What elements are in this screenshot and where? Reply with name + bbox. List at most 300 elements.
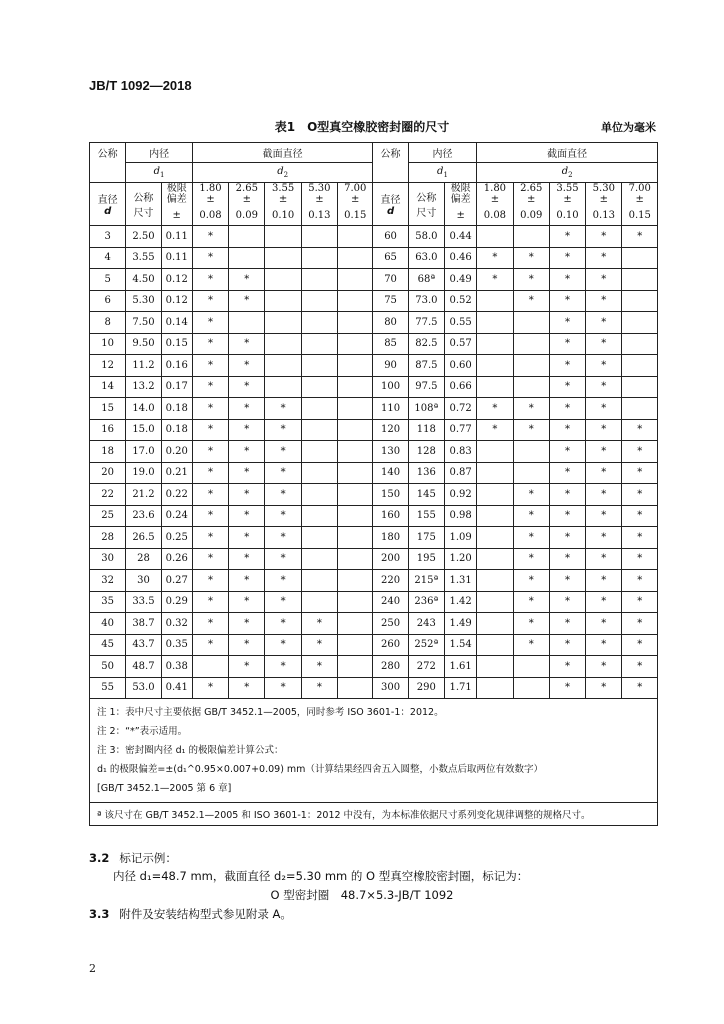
mark-3.55-r-cell: *: [549, 247, 585, 269]
mark-1.80-r-cell: *: [477, 269, 513, 291]
inner-nominal-size-cell: 15.0: [126, 419, 161, 441]
mark-5.30-r-cell: *: [586, 441, 622, 463]
mark-3.55-cell: *: [265, 634, 301, 656]
mark-1.80-r-cell: [477, 484, 513, 506]
inner-tolerance-r-cell: 0.87: [445, 462, 477, 484]
inner-nominal-size-cell: 7.50: [126, 312, 161, 334]
mark-5.30-cell: [301, 269, 337, 291]
nominal-diameter-cell: 5: [90, 269, 126, 291]
section-tolerance-7.00: 0.15: [338, 205, 373, 226]
inner-nominal-size-cell: 11.2: [126, 355, 161, 377]
mark-3.55-cell: *: [265, 677, 301, 699]
mark-3.55-r-cell: *: [549, 591, 585, 613]
nominal-diameter-cell: 45: [90, 634, 126, 656]
mark-1.80-r-cell: [477, 677, 513, 699]
inner-nominal-size-cell: 28: [126, 548, 161, 570]
mark-1.80-cell: *: [192, 462, 228, 484]
nominal-diameter-r-cell: 250: [373, 613, 408, 635]
nominal-diameter-r-cell: 200: [373, 548, 408, 570]
section-3-3: [89, 906, 292, 922]
mark-5.30-cell: *: [301, 613, 337, 635]
table-row: [90, 677, 658, 699]
section-number: 3.2: [89, 851, 110, 865]
mark-1.80-cell: *: [192, 419, 228, 441]
mark-3.55-cell: *: [265, 591, 301, 613]
nominal-diameter-cell: 55: [90, 677, 126, 699]
table-row: [90, 355, 658, 377]
nominal-diameter-cell: 40: [90, 613, 126, 635]
section-tolerance-5.30: 0.13: [301, 205, 337, 226]
nominal-diameter-r-cell: 160: [373, 505, 408, 527]
mark-7.00-cell: [338, 290, 373, 312]
mark-7.00-cell: [338, 376, 373, 398]
mark-5.30-cell: [301, 247, 337, 269]
mark-3.55-cell: *: [265, 484, 301, 506]
mark-1.80-cell: *: [192, 634, 228, 656]
inner-nominal-size-r-cell: 58.0: [408, 226, 444, 248]
mark-2.65-r-cell: [513, 441, 549, 463]
inner-tolerance-cell: 0.11: [161, 226, 192, 248]
mark-2.65-r-cell: [513, 333, 549, 355]
mark-2.65-r-cell: *: [513, 591, 549, 613]
mark-1.80-r-cell: *: [477, 419, 513, 441]
mark-5.30-r-cell: *: [586, 355, 622, 377]
mark-3.55-r-cell: *: [549, 441, 585, 463]
table-unit: 单位为毫米: [601, 121, 656, 134]
nominal-diameter-r-cell: 65: [373, 247, 408, 269]
mark-3.55-cell: *: [265, 398, 301, 420]
mark-5.30-r-cell: *: [586, 312, 622, 334]
section-size-1.80-r: 1.80 ±: [477, 183, 513, 206]
mark-1.80-r-cell: [477, 634, 513, 656]
inner-nominal-size-r-cell: 73.0: [408, 290, 444, 312]
inner-tolerance-r-cell: 0.49: [445, 269, 477, 291]
inner-tolerance-cell: 0.24: [161, 505, 192, 527]
mark-7.00-cell: [338, 333, 373, 355]
mark-7.00-cell: [338, 226, 373, 248]
inner-nominal-size-r-cell: 145: [408, 484, 444, 506]
mark-2.65-cell: *: [229, 441, 265, 463]
nominal-diameter-r-cell: 280: [373, 656, 408, 678]
mark-2.65-r-cell: *: [513, 247, 549, 269]
mark-3.55-cell: *: [265, 570, 301, 592]
note-2: 注 2：“*”表示适用。: [97, 726, 188, 737]
mark-7.00-cell: [338, 634, 373, 656]
inner-tolerance-r-cell: 1.31: [445, 570, 477, 592]
mark-2.65-cell: [229, 312, 265, 334]
inner-nominal-size-r-cell: 128: [408, 441, 444, 463]
inner-tolerance-cell: 0.29: [161, 591, 192, 613]
inner-tolerance-cell: 0.38: [161, 656, 192, 678]
inner-nominal-size-cell: 17.0: [126, 441, 161, 463]
inner-nominal-size-cell: 53.0: [126, 677, 161, 699]
nominal-header-sub-r: [373, 163, 408, 183]
standard-code: JB/T 1092—2018: [89, 78, 192, 93]
mark-2.65-r-cell: *: [513, 634, 549, 656]
section-size-7.00: 7.00 ±: [338, 183, 373, 206]
mark-2.65-cell: *: [229, 484, 265, 506]
mark-7.00-r-cell: [622, 376, 658, 398]
table-row: [90, 226, 658, 248]
mark-5.30-cell: [301, 398, 337, 420]
mark-5.30-cell: [301, 333, 337, 355]
inner-tolerance-r-cell: 1.71: [445, 677, 477, 699]
mark-3.55-cell: *: [265, 613, 301, 635]
table-row: [90, 269, 658, 291]
mark-5.30-cell: [301, 462, 337, 484]
mark-5.30-r-cell: *: [586, 376, 622, 398]
table-row: [90, 527, 658, 549]
mark-1.80-r-cell: [477, 441, 513, 463]
inner-diameter-header-r: 内径: [408, 143, 477, 163]
mark-2.65-r-cell: *: [513, 269, 549, 291]
mark-7.00-cell: [338, 484, 373, 506]
inner-nominal-size-r-cell: 243: [408, 613, 444, 635]
mark-1.80-cell: *: [192, 441, 228, 463]
inner-nominal-size-r-cell: 215ª: [408, 570, 444, 592]
section-tolerance-1.80-r: 0.08: [477, 205, 513, 226]
mark-5.30-cell: [301, 376, 337, 398]
note-formula: d₁ 的极限偏差=±(d₁^0.95×0.007+0.09) mm（计算结果经四舍五入圆整，小数点后取两位有效数字）: [97, 764, 543, 775]
mark-7.00-r-cell: *: [622, 419, 658, 441]
section-size-5.30: 5.30 ±: [301, 183, 337, 206]
mark-7.00-r-cell: [622, 290, 658, 312]
inner-nominal-size-cell: 30: [126, 570, 161, 592]
mark-7.00-r-cell: *: [622, 613, 658, 635]
nominal-diameter-r-cell: 180: [373, 527, 408, 549]
inner-nominal-size-r-cell: 290: [408, 677, 444, 699]
mark-7.00-r-cell: *: [622, 570, 658, 592]
mark-5.30-cell: [301, 355, 337, 377]
tolerance-pm-r: ±: [445, 205, 477, 226]
mark-7.00-cell: [338, 462, 373, 484]
nominal-size-header: 公称 尺寸: [126, 183, 161, 226]
inner-tolerance-r-cell: 1.54: [445, 634, 477, 656]
mark-2.65-cell: *: [229, 462, 265, 484]
mark-3.55-r-cell: *: [549, 677, 585, 699]
nominal-diameter-cell: 25: [90, 505, 126, 527]
mark-2.65-cell: *: [229, 570, 265, 592]
nominal-diameter-cell: 28: [90, 527, 126, 549]
mark-2.65-r-cell: *: [513, 505, 549, 527]
inner-tolerance-r-cell: 0.46: [445, 247, 477, 269]
inner-nominal-size-r-cell: 108ª: [408, 398, 444, 420]
nominal-diameter-cell: 20: [90, 462, 126, 484]
mark-5.30-cell: [301, 441, 337, 463]
mark-2.65-cell: [229, 247, 265, 269]
mark-1.80-cell: *: [192, 398, 228, 420]
table-row: [90, 613, 658, 635]
mark-1.80-cell: *: [192, 376, 228, 398]
section-title: 附件及安装结构型式参见附录 A。: [119, 907, 292, 921]
mark-5.30-cell: [301, 484, 337, 506]
mark-5.30-cell: [301, 570, 337, 592]
section-size-2.65: 2.65 ±: [229, 183, 265, 206]
mark-7.00-r-cell: *: [622, 677, 658, 699]
marking-example-text: 内径 d₁=48.7 mm，截面直径 d₂=5.30 mm 的 O 型真空橡胶密封圈，标记为：: [113, 869, 529, 883]
mark-3.55-r-cell: *: [549, 505, 585, 527]
mark-3.55-cell: [265, 333, 301, 355]
mark-5.30-cell: [301, 591, 337, 613]
mark-2.65-cell: *: [229, 548, 265, 570]
mark-2.65-cell: *: [229, 355, 265, 377]
mark-1.80-cell: *: [192, 355, 228, 377]
inner-tolerance-r-cell: 1.61: [445, 656, 477, 678]
mark-2.65-r-cell: *: [513, 484, 549, 506]
table-row: [90, 419, 658, 441]
mark-3.55-cell: *: [265, 505, 301, 527]
section-diameter-header-r: 截面直径: [477, 143, 658, 163]
mark-2.65-cell: *: [229, 656, 265, 678]
mark-7.00-cell: [338, 419, 373, 441]
inner-tolerance-r-cell: 0.72: [445, 398, 477, 420]
mark-3.55-cell: [265, 226, 301, 248]
mark-7.00-cell: [338, 613, 373, 635]
nominal-diameter-r-cell: 220: [373, 570, 408, 592]
mark-7.00-r-cell: [622, 398, 658, 420]
nominal-size-header-r: 公称 尺寸: [408, 183, 444, 226]
inner-tolerance-r-cell: 1.20: [445, 548, 477, 570]
mark-5.30-cell: [301, 527, 337, 549]
mark-5.30-r-cell: *: [586, 591, 622, 613]
mark-1.80-cell: *: [192, 505, 228, 527]
nominal-diameter-r-cell: 130: [373, 441, 408, 463]
note-1: 注 1：表中尺寸主要依据 GB/T 3452.1—2005，同时参考 ISO 3601-1：2012。: [97, 707, 444, 718]
inner-tolerance-cell: 0.21: [161, 462, 192, 484]
mark-2.65-cell: *: [229, 613, 265, 635]
mark-1.80-r-cell: [477, 376, 513, 398]
inner-tolerance-cell: 0.27: [161, 570, 192, 592]
mark-2.65-r-cell: [513, 677, 549, 699]
nominal-diameter-cell: 18: [90, 441, 126, 463]
table-row: [90, 591, 658, 613]
table-row: [90, 484, 658, 506]
mark-1.80-cell: *: [192, 548, 228, 570]
mark-3.55-r-cell: *: [549, 290, 585, 312]
mark-5.30-r-cell: *: [586, 269, 622, 291]
mark-1.80-cell: *: [192, 247, 228, 269]
page-number: 2: [89, 962, 96, 975]
nominal-diameter-cell: 32: [90, 570, 126, 592]
mark-1.80-r-cell: [477, 226, 513, 248]
mark-7.00-r-cell: [622, 333, 658, 355]
inner-tolerance-r-cell: 0.60: [445, 355, 477, 377]
mark-2.65-r-cell: *: [513, 570, 549, 592]
section-diameter-symbol-r: $d_2$: [477, 163, 658, 183]
table-row: [90, 290, 658, 312]
inner-nominal-size-r-cell: 63.0: [408, 247, 444, 269]
mark-1.80-r-cell: [477, 355, 513, 377]
inner-nominal-size-r-cell: 68ª: [408, 269, 444, 291]
nominal-diameter-cell: 3: [90, 226, 126, 248]
mark-3.55-cell: [265, 269, 301, 291]
mark-1.80-r-cell: [477, 462, 513, 484]
inner-nominal-size-cell: 43.7: [126, 634, 161, 656]
mark-1.80-cell: *: [192, 570, 228, 592]
mark-3.55-r-cell: *: [549, 656, 585, 678]
mark-1.80-cell: *: [192, 591, 228, 613]
nominal-diameter-cell: 16: [90, 419, 126, 441]
nominal-diameter-cell: 22: [90, 484, 126, 506]
inner-tolerance-r-cell: 0.66: [445, 376, 477, 398]
mark-3.55-cell: *: [265, 548, 301, 570]
mark-1.80-r-cell: [477, 548, 513, 570]
mark-3.55-r-cell: *: [549, 570, 585, 592]
inner-nominal-size-cell: 33.5: [126, 591, 161, 613]
section-tolerance-7.00-r: 0.15: [622, 205, 658, 226]
section-tolerance-5.30-r: 0.13: [586, 205, 622, 226]
nominal-diameter-label: 直径 d: [90, 183, 126, 226]
table-row: [90, 333, 658, 355]
mark-5.30-cell: [301, 548, 337, 570]
mark-1.80-r-cell: [477, 591, 513, 613]
tolerance-header-r: 极限 偏差: [445, 183, 477, 206]
mark-1.80-cell: *: [192, 269, 228, 291]
inner-tolerance-r-cell: 0.57: [445, 333, 477, 355]
marking-designation: O 型密封圈 48.7×5.3-JB/T 1092: [270, 888, 454, 902]
nominal-diameter-cell: 14: [90, 376, 126, 398]
mark-3.55-r-cell: *: [549, 548, 585, 570]
table-caption: 表1 O型真空橡胶密封圈的尺寸: [274, 120, 450, 134]
inner-tolerance-r-cell: 0.98: [445, 505, 477, 527]
mark-1.80-cell: *: [192, 226, 228, 248]
mark-5.30-r-cell: *: [586, 570, 622, 592]
inner-nominal-size-r-cell: 77.5: [408, 312, 444, 334]
mark-3.55-r-cell: *: [549, 484, 585, 506]
nominal-header-r: 公称: [373, 143, 408, 163]
nominal-diameter-r-cell: 140: [373, 462, 408, 484]
mark-1.80-r-cell: [477, 613, 513, 635]
nominal-diameter-r-cell: 90: [373, 355, 408, 377]
mark-3.55-r-cell: *: [549, 269, 585, 291]
inner-tolerance-cell: 0.26: [161, 548, 192, 570]
nominal-diameter-r-cell: 75: [373, 290, 408, 312]
mark-3.55-cell: *: [265, 419, 301, 441]
section-diameter-symbol: $d_2$: [192, 163, 373, 183]
nominal-diameter-r-cell: 80: [373, 312, 408, 334]
mark-5.30-cell: *: [301, 656, 337, 678]
mark-7.00-cell: [338, 441, 373, 463]
mark-7.00-cell: [338, 591, 373, 613]
table-row: [90, 376, 658, 398]
nominal-diameter-r-cell: 120: [373, 419, 408, 441]
mark-1.80-cell: *: [192, 484, 228, 506]
mark-3.55-r-cell: *: [549, 527, 585, 549]
mark-2.65-r-cell: *: [513, 419, 549, 441]
section-number: 3.3: [89, 907, 110, 921]
inner-nominal-size-r-cell: 195: [408, 548, 444, 570]
mark-2.65-r-cell: [513, 312, 549, 334]
mark-1.80-r-cell: [477, 290, 513, 312]
nominal-diameter-r-cell: 300: [373, 677, 408, 699]
mark-2.65-r-cell: [513, 462, 549, 484]
inner-tolerance-r-cell: 0.44: [445, 226, 477, 248]
inner-nominal-size-cell: 26.5: [126, 527, 161, 549]
mark-5.30-cell: [301, 419, 337, 441]
mark-5.30-r-cell: *: [586, 527, 622, 549]
section-size-2.65-r: 2.65 ±: [513, 183, 549, 206]
mark-7.00-cell: [338, 247, 373, 269]
nominal-diameter-cell: 35: [90, 591, 126, 613]
inner-tolerance-cell: 0.14: [161, 312, 192, 334]
mark-1.80-r-cell: *: [477, 247, 513, 269]
mark-2.65-cell: *: [229, 376, 265, 398]
section-tolerance-3.55: 0.10: [265, 205, 301, 226]
inner-tolerance-cell: 0.11: [161, 247, 192, 269]
section-3-2: [89, 850, 177, 866]
inner-diameter-symbol-r: $d_1$: [408, 163, 477, 183]
nominal-diameter-cell: 12: [90, 355, 126, 377]
mark-7.00-r-cell: *: [622, 634, 658, 656]
nominal-diameter-cell: 50: [90, 656, 126, 678]
section-size-5.30-r: 5.30 ±: [586, 183, 622, 206]
mark-2.65-cell: *: [229, 591, 265, 613]
inner-tolerance-cell: 0.22: [161, 484, 192, 506]
mark-5.30-r-cell: *: [586, 419, 622, 441]
table-row: [90, 462, 658, 484]
mark-7.00-cell: [338, 355, 373, 377]
mark-3.55-r-cell: *: [549, 398, 585, 420]
mark-2.65-r-cell: [513, 376, 549, 398]
inner-tolerance-cell: 0.20: [161, 441, 192, 463]
mark-7.00-r-cell: *: [622, 505, 658, 527]
mark-7.00-cell: [338, 398, 373, 420]
nominal-diameter-r-cell: 70: [373, 269, 408, 291]
mark-5.30-r-cell: *: [586, 548, 622, 570]
inner-tolerance-cell: 0.18: [161, 419, 192, 441]
inner-tolerance-r-cell: 0.77: [445, 419, 477, 441]
nominal-diameter-r-cell: 150: [373, 484, 408, 506]
mark-3.55-r-cell: *: [549, 355, 585, 377]
inner-nominal-size-cell: 2.50: [126, 226, 161, 248]
mark-2.65-cell: *: [229, 419, 265, 441]
inner-nominal-size-cell: 4.50: [126, 269, 161, 291]
mark-1.80-cell: [192, 656, 228, 678]
inner-nominal-size-cell: 23.6: [126, 505, 161, 527]
inner-tolerance-r-cell: 0.92: [445, 484, 477, 506]
mark-3.55-cell: [265, 290, 301, 312]
inner-nominal-size-cell: 19.0: [126, 462, 161, 484]
mark-3.55-r-cell: *: [549, 333, 585, 355]
mark-5.30-r-cell: *: [586, 398, 622, 420]
mark-5.30-r-cell: *: [586, 226, 622, 248]
mark-3.55-cell: [265, 312, 301, 334]
mark-3.55-r-cell: *: [549, 312, 585, 334]
inner-nominal-size-r-cell: 155: [408, 505, 444, 527]
mark-7.00-cell: [338, 677, 373, 699]
inner-nominal-size-r-cell: 118: [408, 419, 444, 441]
inner-tolerance-cell: 0.18: [161, 398, 192, 420]
mark-1.80-r-cell: *: [477, 398, 513, 420]
dimension-table: [89, 142, 658, 826]
mark-5.30-r-cell: *: [586, 247, 622, 269]
inner-tolerance-r-cell: 1.42: [445, 591, 477, 613]
section-size-3.55-r: 3.55 ±: [549, 183, 585, 206]
inner-nominal-size-cell: 9.50: [126, 333, 161, 355]
mark-7.00-r-cell: [622, 312, 658, 334]
mark-7.00-cell: [338, 312, 373, 334]
mark-7.00-r-cell: *: [622, 548, 658, 570]
mark-7.00-r-cell: [622, 269, 658, 291]
mark-5.30-cell: [301, 226, 337, 248]
note-3: 注 3：密封圈内径 d₁ 的极限偏差计算公式：: [97, 745, 284, 756]
mark-7.00-cell: [338, 269, 373, 291]
inner-nominal-size-cell: 38.7: [126, 613, 161, 635]
inner-tolerance-r-cell: 0.83: [445, 441, 477, 463]
section-size-3.55: 3.55 ±: [265, 183, 301, 206]
mark-3.55-cell: *: [265, 527, 301, 549]
mark-7.00-r-cell: *: [622, 441, 658, 463]
